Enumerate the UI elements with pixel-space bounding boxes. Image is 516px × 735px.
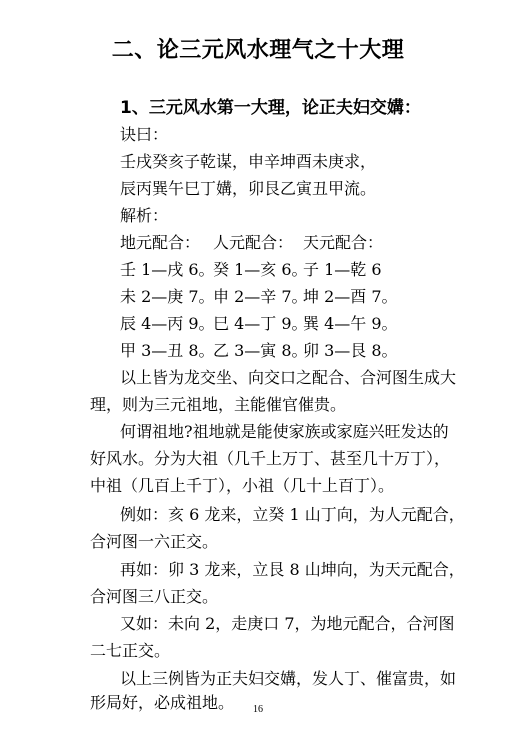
table-header-heaven: 天元配合： bbox=[303, 233, 384, 252]
paragraph-line: 以上皆为龙交坐、向交口之配合、合河图生成大 bbox=[120, 368, 457, 387]
table-cell: 乙 3—寅 8。 bbox=[213, 341, 308, 360]
table-header-human: 人元配合： bbox=[213, 233, 294, 252]
table-cell: 壬 1—戌 6。 bbox=[120, 260, 215, 279]
paragraph-line: 何谓祖地?祖地就是能使家族或家庭兴旺发达的 bbox=[120, 422, 449, 441]
paragraph-line: 合河图一六正交。 bbox=[90, 532, 219, 551]
table-header-earth: 地元配合： bbox=[120, 233, 201, 252]
table-cell: 坤 2—酉 7。 bbox=[303, 287, 398, 306]
page-number: 16 bbox=[253, 704, 263, 715]
table-cell: 子 1—乾 6 bbox=[303, 260, 382, 279]
paragraph-line: 例如：亥 6 龙来，立癸 1 山丁向，为人元配合， bbox=[120, 505, 465, 524]
section-heading: 1、三元风水第一大理，论正夫妇交媾： bbox=[120, 98, 421, 118]
table-cell: 辰 4—丙 9。 bbox=[120, 314, 215, 333]
paragraph-line: 理，则为三元祖地，主能催官催贵。 bbox=[90, 395, 347, 414]
paragraph-line: 中祖（几百上千丁），小祖（几十上百丁）。 bbox=[90, 476, 395, 495]
table-cell: 未 2—庚 7。 bbox=[120, 287, 215, 306]
mnemonic-line: 辰丙巽午巳丁媾，卯艮乙寅丑甲流。 bbox=[120, 179, 377, 198]
table-cell: 申 2—辛 7。 bbox=[213, 287, 308, 306]
table-cell: 巽 4—午 9。 bbox=[303, 314, 398, 333]
table-cell: 巳 4—丁 9。 bbox=[213, 314, 308, 333]
table-cell: 卯 3—艮 8。 bbox=[303, 341, 398, 360]
paragraph-line: 好风水。分为大祖（几千上万丁、甚至几十万丁）， bbox=[90, 449, 451, 468]
page-title: 二、论三元风水理气之十大理 bbox=[111, 38, 405, 63]
paragraph-line: 二七正交。 bbox=[90, 641, 171, 660]
paragraph-line: 再如：卯 3 龙来，立艮 8 山坤向，为天元配合， bbox=[120, 560, 465, 579]
paragraph-line: 以上三例皆为正夫妇交媾，发人丁、催富贵，如 bbox=[120, 669, 457, 688]
paragraph-line: 合河图三八正交。 bbox=[90, 587, 219, 606]
table-cell: 甲 3—丑 8。 bbox=[120, 341, 215, 360]
mnemonic-line: 壬戌癸亥子乾谋，申辛坤酉未庚求， bbox=[120, 152, 377, 171]
paragraph-line: 又如：未向 2，走庚口 7，为地元配合，合河图 bbox=[120, 614, 455, 633]
paragraph-line: 形局好，必成祖地。 bbox=[90, 693, 235, 712]
table-cell: 癸 1—亥 6。 bbox=[213, 260, 308, 279]
analysis-label: 解析： bbox=[120, 206, 169, 225]
mnemonic-label: 诀曰： bbox=[120, 125, 169, 144]
